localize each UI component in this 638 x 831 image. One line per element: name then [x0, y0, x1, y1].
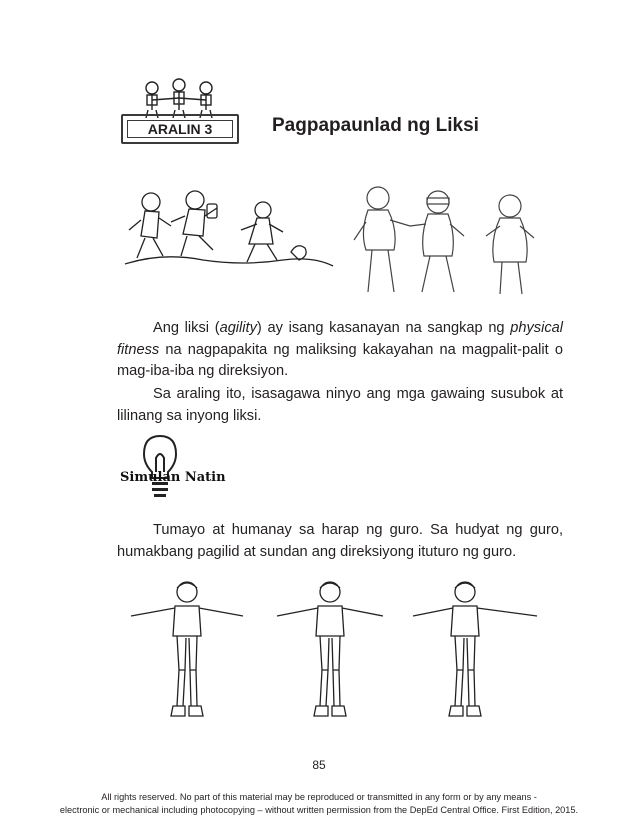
activity-paragraph [117, 520, 563, 563]
copyright-line-1: All rights reserved. No part of this material may be reproduced or transmitted in any form or by any means - [101, 792, 537, 802]
blindfold-game-illustration [350, 180, 548, 298]
lesson-label: ARALIN 3 [127, 120, 233, 138]
agility-term: agility [219, 320, 257, 336]
figure-3 [413, 582, 537, 716]
page-number: 85 [312, 758, 326, 772]
section-label: Simulan Natin [120, 470, 226, 485]
lesson-label-box [121, 114, 239, 144]
copyright-line-2: electronic or mechanical including photocopying – without written permission from the DepEd Central Office. First Edition, 2015. [59, 805, 579, 815]
arms-extended-figures-illustration [125, 578, 543, 726]
intro-paragraph-2 [117, 384, 563, 427]
intro-text-b: ) ay isang kasanayan na sangkap ng [256, 320, 511, 336]
intro-paragraph-1 [117, 318, 563, 383]
figure-1 [131, 582, 243, 716]
physical-fitness-term: physical fitness [117, 320, 563, 358]
running-children-illustration [123, 186, 338, 278]
intro-text-p2: Sa araling ito, isasagawa ninyo ang mga gawaing susubok at lilinang sa inyong liksi. [117, 386, 563, 424]
figure-2 [277, 582, 383, 716]
children-holding-hands-illustration [138, 78, 220, 118]
activity-text: Tumayo at humanay sa harap ng guro. Sa hudyat ng guro, humakbang pagilid at sundan ang direksiyong ituturo ng guro. [117, 522, 563, 560]
lesson-title: Pagpapaunlad ng Liksi [272, 115, 479, 136]
intro-text-c: na nagpapakita ng maliksing kakayahan na magpalit-palit o mag-iba-iba ng direksiyon. [117, 341, 563, 379]
lightbulb-icon [140, 432, 180, 502]
intro-text-a: Ang liksi ( [153, 320, 220, 336]
